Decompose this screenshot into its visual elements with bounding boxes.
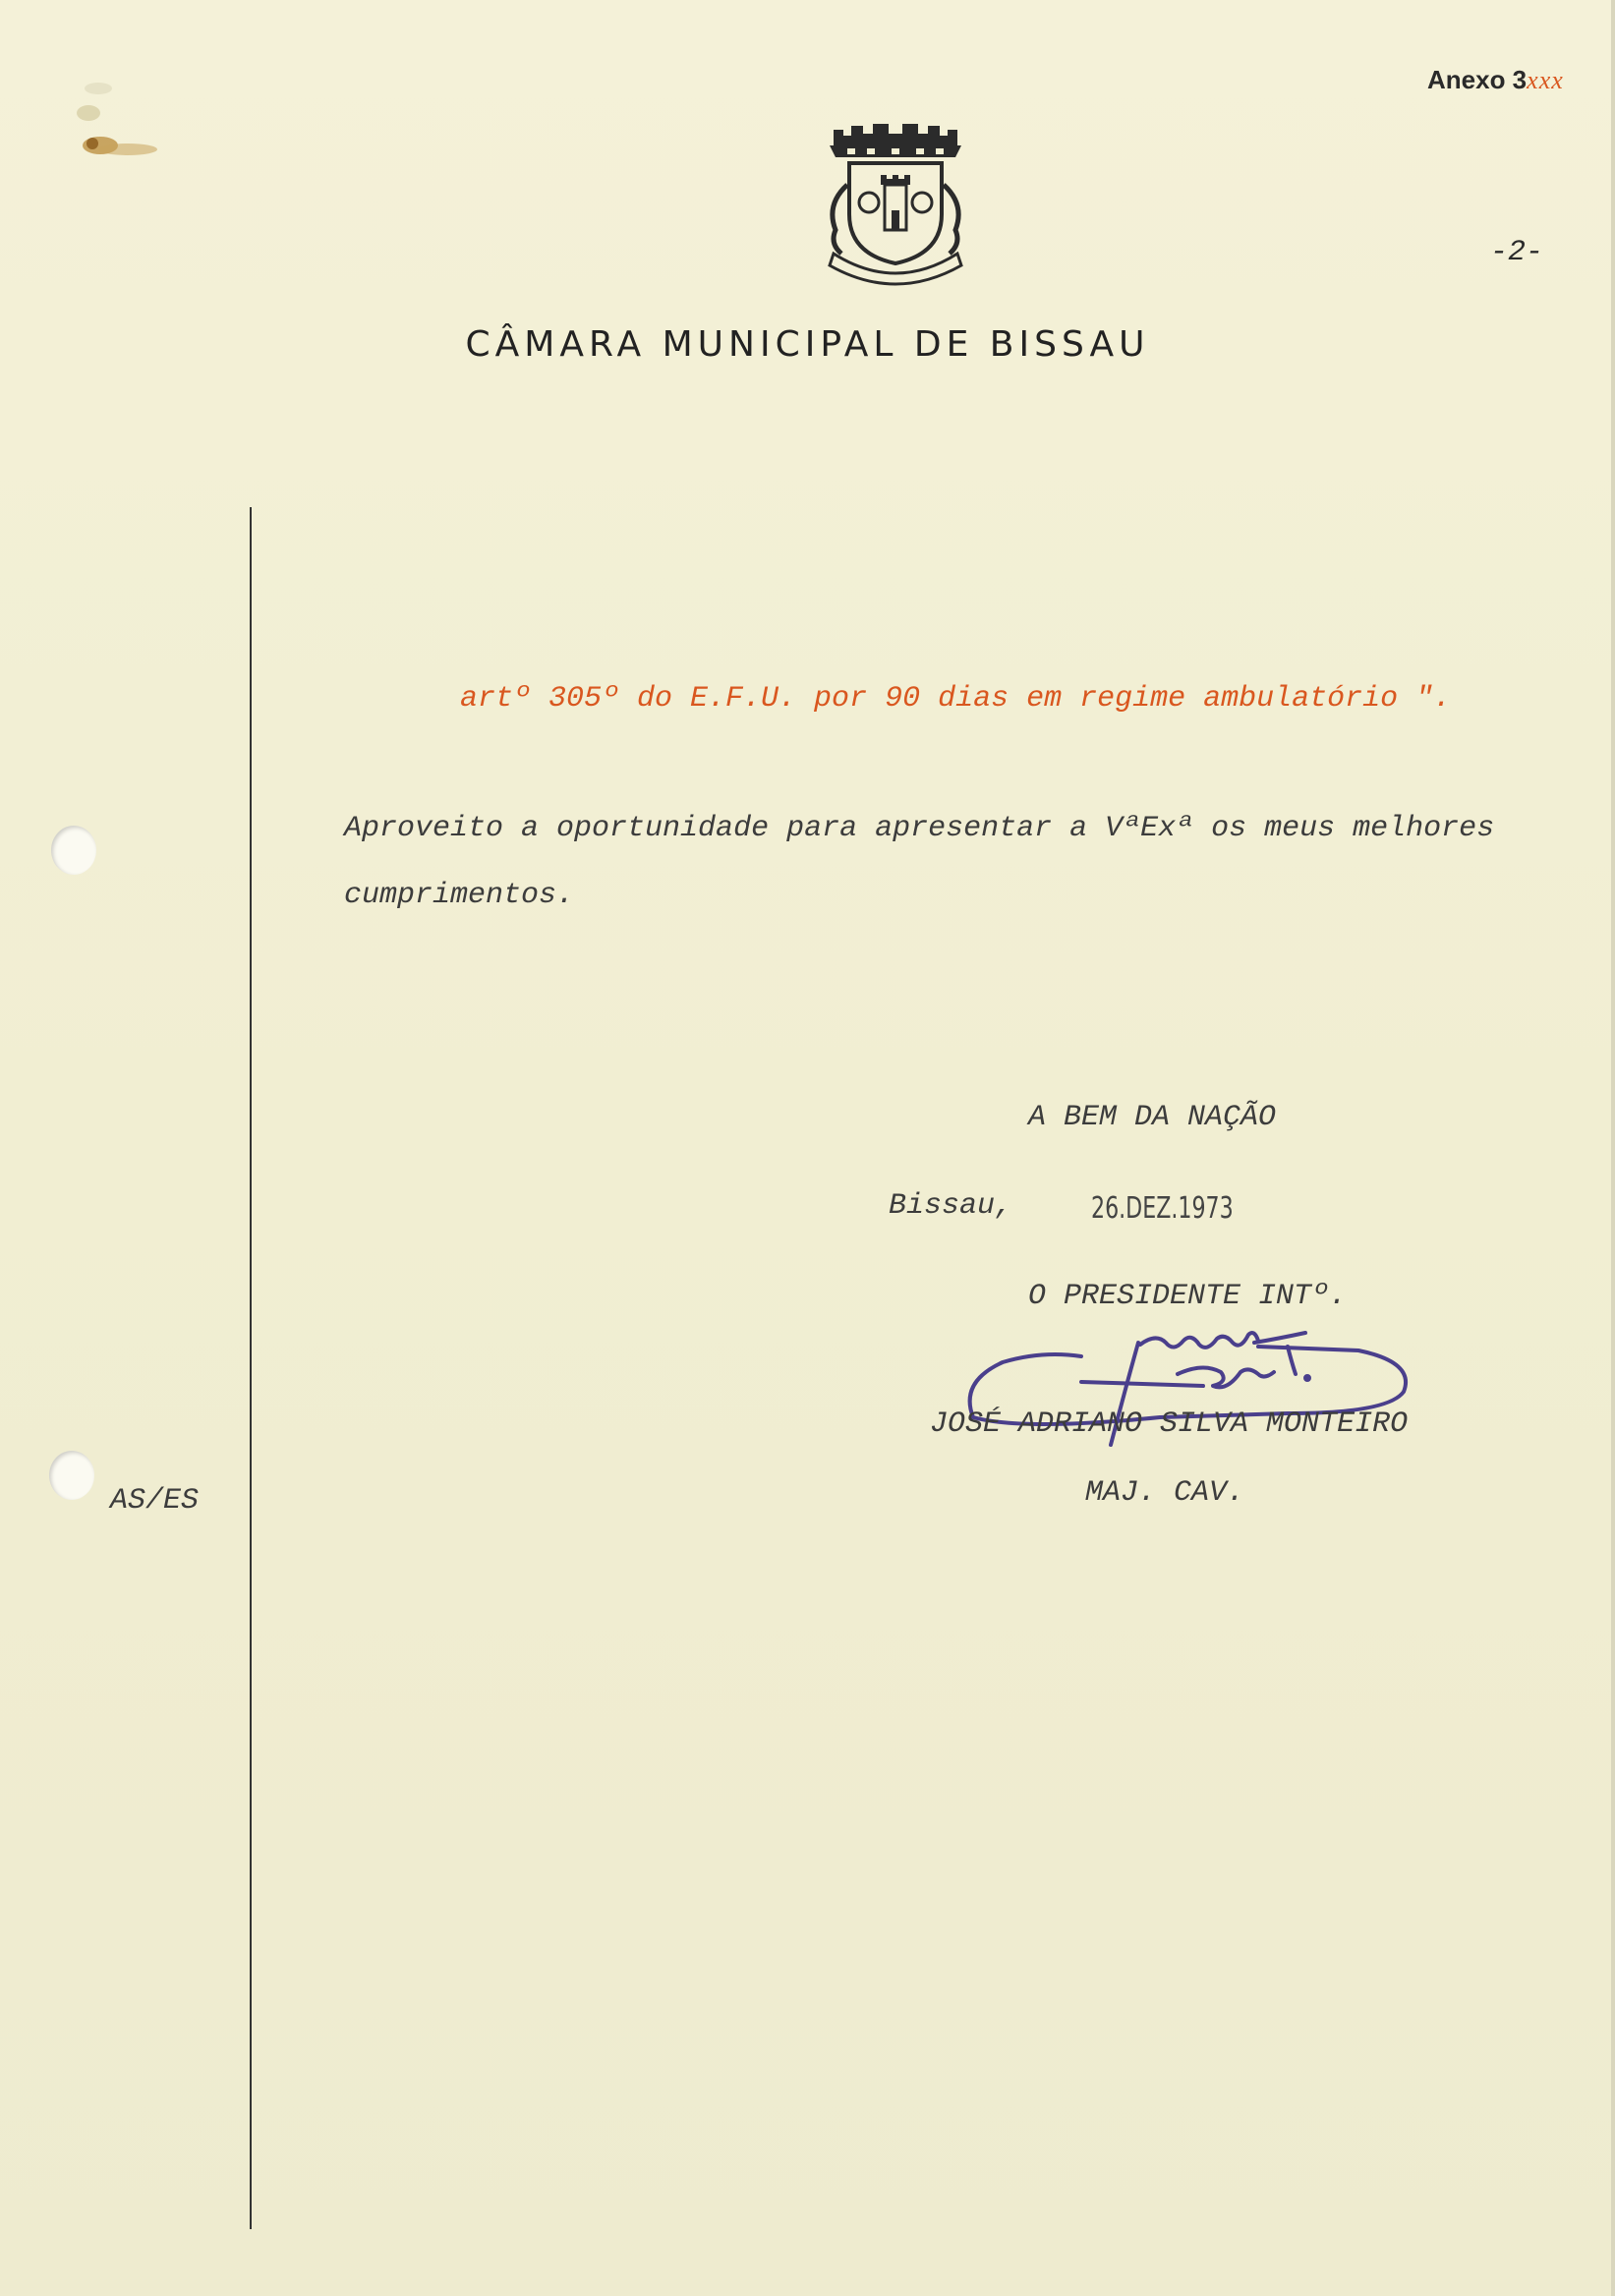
punch-hole bbox=[51, 826, 96, 875]
date-stamp: 26.DEZ.1973 bbox=[1091, 1191, 1234, 1226]
body-paragraph-line: Aproveito a oportunidade para apresentar a VªExª os meus melhores bbox=[344, 812, 1495, 845]
body-red-line: artº 305º do E.F.U. por 90 dias em regime ambulatório ". bbox=[460, 682, 1452, 716]
institution-title: CÂMARA MUNICIPAL DE BISSAU bbox=[465, 324, 1150, 365]
margin-rule bbox=[250, 507, 252, 2229]
annex-label bbox=[1427, 65, 1564, 95]
signer-name: JOSÉ ADRIANO SILVA MONTEIRO bbox=[930, 1407, 1409, 1441]
body-paragraph-line: cumprimentos. bbox=[344, 879, 575, 912]
punch-hole bbox=[49, 1451, 94, 1500]
annex-label-text: Anexo 3 bbox=[1427, 65, 1528, 94]
signer-rank: MAJ. CAV. bbox=[1085, 1476, 1245, 1510]
place-label: Bissau, bbox=[889, 1189, 1013, 1223]
annex-strikeout: xxx bbox=[1527, 66, 1564, 94]
reference-initials: AS/ES bbox=[110, 1484, 200, 1518]
coat-of-arms-icon bbox=[812, 116, 979, 288]
signer-role: O PRESIDENTE INTº. bbox=[1028, 1280, 1348, 1313]
rust-stain bbox=[59, 69, 197, 177]
closing-salutation: A BEM DA NAÇÃO bbox=[1028, 1101, 1277, 1134]
page-number: -2- bbox=[1490, 236, 1544, 269]
